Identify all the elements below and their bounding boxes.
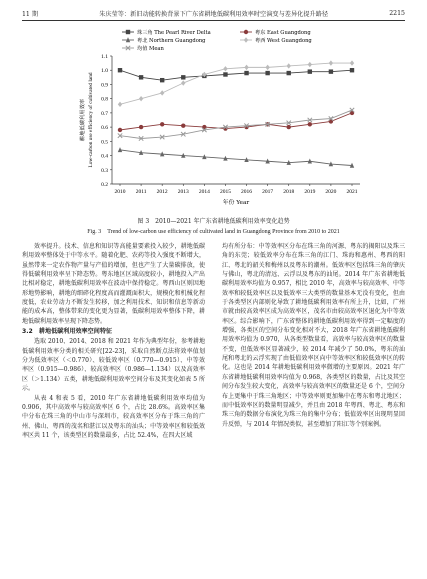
- body-paragraph: 均有所分布：中等效率区分布在珠三角的河源、粤东的揭阳以及珠三角的东莞；较低效率分布在珠三角的江门、珠海和惠州、粤西的阳江、粤北的韶关和梅州以及粤东的潮州。低效率区包括珠三角的肇庆与佛山，粤北的清远、云浮以及粤东的汕尾。2014 年广东省耕地低碳利用效率均值为 0.957，相比 2010 年，高效率与较高效率、中等效率和较低效率区以及低效率三大类型的数量基本无没有变化，但由于各类型区内部则化导致了耕地低碳利用效率有所上升，比如，广州市就由较高效率区成为高效率区，茂名市由较高效率区退化为中等效率区。综合影响下，广东省整体的耕地低碳利用效率得到一定幅度的增强，各类区的空间分布变化相对不大，2018 年广东省耕地低碳利用效率均值为 0.970，从各类型数量看，高效率与较高效率区的数量不变，但低效率区显著减少，较 2014 年减少了 50.0%，粤东的汕尾和粤北的云浮实现了由低值效率区向中等效率区和较低效率区的转化。这也是 2014 年耕地低碳利用效率微增的主要原因。2021 年广东省耕地低碳利用效率均值为 0.968，各类型区的数量，占比及其空间分布发生较大变化，高效率与较高效率区的数量还是 6 个，空间分布上更集中于珠三角地区；中等效率则更加集中在粤东和粤北地区；而中低效率区的数量明显减少，并且由 2018 年粤西、粤北、粤东和珠三角的数据分布演化为珠三角的集中分布；低值效率区出现明显回升反弹，与 2014 年情况类似，甚至增加了阳江等个别案例。: [222, 243, 405, 428]
- y-tick-label: 0.3: [101, 167, 108, 174]
- x-tick-label: 2017: [262, 189, 274, 195]
- data-point: [181, 80, 185, 85]
- page-number: 2215: [389, 9, 405, 17]
- x-tick-label: 2010: [114, 189, 126, 195]
- right-column: [222, 242, 405, 429]
- data-point: [139, 75, 143, 79]
- data-point: [223, 72, 227, 76]
- series-line: [120, 150, 352, 166]
- x-tick-label: 2014: [198, 189, 210, 195]
- y-tick-label: 1.0: [101, 68, 108, 75]
- y-tick-label: 0.4: [101, 153, 108, 160]
- legend-marker: [126, 30, 130, 34]
- data-point: [287, 63, 291, 68]
- x-tick-label: 2015: [219, 189, 231, 195]
- body-paragraph: 效率提升。技术、信息和知识等高能量要素投入较少，耕地低碳利用效率整体处于中等水平。随着化肥、农药等投入强度不断增大，虽然带来一定农作物产量与产值的增加，但也产生了大量碳排放，使得低碳利用效率呈下降态势。粤东地区区域高度较小，耕地投入产出比相对稳定，耕地低碳利用效率在波动中保持稳定。粤西山区则因地形地势影响，耕地的细碎化程度高而灌溉面积大，规模化和机械化程度低，农业劳动力不断发生转移，加之利用技术、知识和信息等新动能的成本高，整体带来的变化更为显著，低碳利用效率整体下降，耕地低碳利用效率呈现下降态势。: [22, 243, 205, 325]
- x-tick-label: 2016: [241, 189, 253, 195]
- left-column: [22, 242, 205, 440]
- y-tick-label: 0.5: [101, 139, 108, 146]
- data-point: [160, 90, 164, 95]
- legend-label: 粤西 West Guangdong: [255, 38, 312, 44]
- data-point: [160, 122, 164, 126]
- data-point: [308, 122, 312, 126]
- body-paragraph: 选取 2010、2014、2018 和 2021 年作为典型年份，参考耕地低碳利用效率分类的相关研究[22-23]，采取自然断点法将效率值划分为低效率区（＜0.770）、较低效率区（0.770—0.915）、中等效率区（0.915—0.986）、较高效率区（0.986—1.134）以及高效率区（＞1.134）五类，耕地低碳利用效率空间分布及其变化如表 5 所示。: [22, 338, 205, 393]
- x-tick-label: 2013: [177, 189, 189, 195]
- data-point: [329, 60, 333, 65]
- legend-marker: [244, 37, 248, 42]
- line-chart: [70, 26, 370, 210]
- data-point: [118, 102, 122, 107]
- body-paragraph: 从表 4 和表 5 看，2010 年广东省耕地低碳利用效率均值为 0.906，其中高效率与较高效率区 6 个，占比 28.6%。高效率区集中分布在珠三角的中山市与深圳市，较高效率区分布于珠三角的广州、佛山、粤西的茂名和湛江以及粤东的汕头；中等效率区和较低效率区共 11 个，该类型区的数量最多，占比 52.4%，在四大区域: [22, 394, 205, 439]
- data-point: [139, 96, 143, 101]
- series-line: [120, 110, 352, 138]
- data-point: [287, 71, 291, 75]
- series-line: [120, 70, 352, 80]
- running-header: [22, 6, 405, 21]
- series-line: [120, 113, 352, 130]
- x-tick-label: 2020: [325, 189, 337, 195]
- x-tick-label: 2021: [346, 189, 358, 195]
- legend-label: 粤东 East Guangdong: [255, 30, 311, 36]
- data-point: [139, 125, 143, 129]
- y-tick-label: 0.9: [101, 82, 108, 89]
- x-tick-label: 2011: [135, 189, 147, 195]
- running-title: 朱庆莹等：新旧动能转换背景下广东省耕地低碳利用效率时空演变与差异化提升路径: [99, 10, 329, 18]
- data-point: [308, 62, 312, 67]
- x-tick-label: 2019: [304, 189, 316, 195]
- series-line: [120, 63, 352, 104]
- data-point: [265, 71, 269, 75]
- data-point: [350, 60, 354, 65]
- data-point: [118, 128, 122, 132]
- figure-caption-cn: 图 3 2010—2021 年广东省耕地低碳利用效率变化趋势: [137, 218, 290, 225]
- data-point: [181, 75, 185, 79]
- y-tick-label: 1.1: [101, 54, 108, 60]
- data-point: [223, 66, 227, 71]
- data-point: [308, 69, 312, 73]
- legend-label: 均值 Mean: [137, 46, 164, 52]
- y-tick-label: 0.6: [101, 125, 108, 132]
- section-heading: 3.2 耕地低碳利用效率空间特征: [22, 328, 113, 336]
- x-tick-label: 2012: [156, 189, 168, 195]
- x-tick-label: 2018: [283, 189, 295, 195]
- y-tick-label: 0.7: [101, 110, 108, 117]
- y-axis-label: 耕地低碳利用效率: [80, 98, 86, 142]
- data-point: [181, 123, 185, 127]
- data-point: [118, 147, 122, 152]
- data-point: [160, 78, 164, 82]
- data-point: [244, 71, 248, 75]
- data-point: [244, 65, 248, 70]
- x-axis-label: 年份 Year: [222, 200, 250, 206]
- data-point: [118, 68, 122, 72]
- page-issue: 11 期: [22, 10, 39, 18]
- legend-marker: [244, 30, 248, 34]
- y-axis-label-en: Low-carbon use efficiency of cultivated land: [88, 72, 94, 168]
- figure-caption-en: Fig. 3 Trend of low-carbon use efficiency of cultivated land in Guangdong Province from 2010 to 2021: [87, 229, 340, 235]
- y-tick-label: 0.8: [101, 96, 108, 103]
- data-point: [287, 125, 291, 129]
- data-point: [350, 68, 354, 72]
- data-point: [329, 69, 333, 73]
- legend-label: 粤北 Northern Guangdong: [137, 38, 206, 44]
- legend-label: 珠三角 The Pearl River Delta: [137, 30, 211, 36]
- data-point: [265, 65, 269, 70]
- y-tick-label: 0.2: [101, 182, 108, 188]
